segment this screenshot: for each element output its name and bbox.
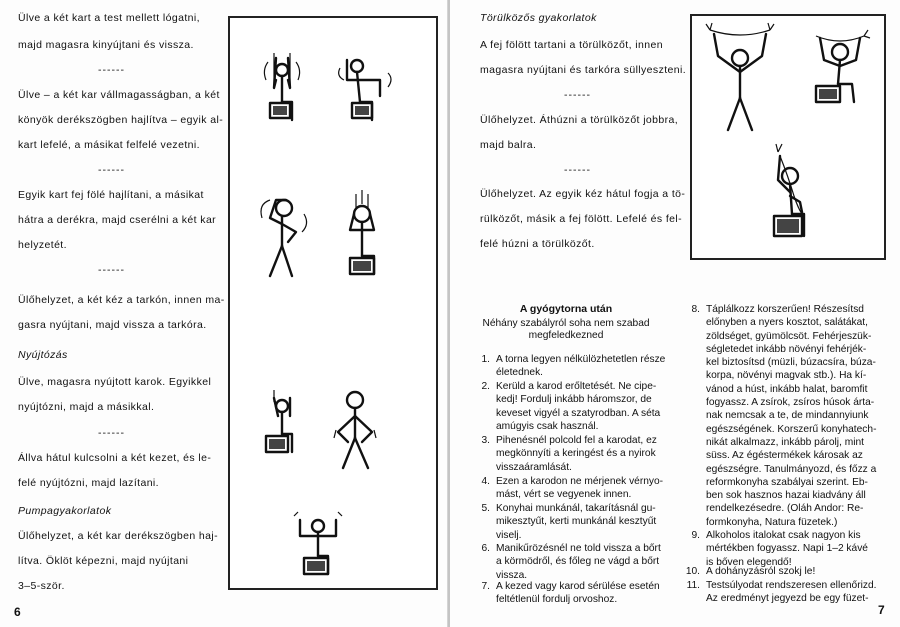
rule-number: 4. [481, 476, 490, 487]
text-line: nyújtózni, majd a másikkal. [18, 401, 155, 413]
rule-number: 7. [481, 581, 490, 592]
rule-number: 1. [481, 354, 490, 365]
rule-text: Manikűrözésnél ne told vissza a bőrt a körmödről, és főleg ne vágd a bőrt vissza. [496, 543, 661, 581]
rule-text: Testsúlyodat rendszeresen ellenőrizd. Az eredményt jegyezd be egy füzet- [706, 580, 877, 605]
text-line: gasra nyújtani, majd vissza a tarkóra. [18, 319, 207, 331]
section-subtitle: megfeledkezned [528, 330, 604, 341]
rule-number: 2. [481, 381, 490, 392]
text-line: hátra a derékra, majd cserélni a két kar [18, 214, 217, 226]
separator: ------ [98, 427, 125, 439]
section-title: A gyógytorna után [519, 303, 613, 315]
rule-number: 8. [691, 304, 700, 315]
text-line: könyök derékszögben hajlítva – egyik al- [18, 114, 224, 126]
text-line: Állva hátul kulcsolni a két kezet, és le- [18, 452, 212, 464]
text-line: rülközőt, másik a fej fölött. Lefelé és fel- [480, 213, 683, 225]
rule-text: Konyhai munkánál, takarításnál gu- mikesztyűt, kerti munkánál kesztyűt viselj. [496, 503, 657, 541]
after-gymnastics-header [450, 303, 682, 341]
text-line: A fej fölött tartani a törülközőt, innen [480, 39, 663, 51]
towel-exercise-illustration [692, 16, 884, 258]
seated-hands-behind-head-figure [350, 190, 374, 274]
separator: ------ [98, 164, 125, 176]
left-page [0, 0, 449, 627]
text-line: Ülve a két kart a test mellett lógatni, [18, 12, 200, 24]
text-line: Egyik kart fej fölé hajlítani, a másikat [18, 189, 204, 201]
text-line: kart lefelé, a másikat felfelé vezetni. [18, 139, 200, 151]
text-line: majd magasra kinyújtani és vissza. [18, 39, 194, 51]
rule-text: A dohányzásról szokj le! [706, 566, 816, 577]
page-number: 7 [878, 603, 885, 617]
seated-elbows-bent-figure [339, 60, 391, 120]
separator: ------ [564, 164, 591, 176]
rule-number: 5. [481, 503, 490, 514]
rule-text: Alkoholos italokat csak nagyon kis mértékben fogyassz. Napi 1–2 kávé is bőven elegendő! [706, 530, 868, 568]
rule-text: A torna legyen nélkülözhetetlen része életednek. [496, 354, 666, 379]
towel-exercise-frame [690, 14, 886, 260]
text-line: Ülőhelyzet. Az egyik kéz hátul fogja a tö- [480, 188, 686, 200]
standing-towel-figure [706, 23, 774, 130]
exercise-figures-illustration [230, 18, 436, 588]
seated-pump-figure [294, 512, 342, 574]
rule-number: 10. [685, 566, 700, 577]
rule-number: 9. [691, 530, 700, 541]
section-heading: Törülközős gyakorlatok [480, 12, 597, 24]
rule-number: 6. [481, 543, 490, 554]
rule-text: Ezen a karodon ne mérjenek vérnyo- mást, vért se vegyenek innen. [496, 476, 664, 501]
text-line: 3–5-ször. [18, 580, 65, 592]
rule-text: Pihenésnél polcold fel a karodat, ez megkönnyíti a keringést és a nyirok visszaáramlását. [496, 435, 657, 473]
text-line: magasra nyújtani és tarkóra süllyeszteni. [480, 64, 687, 76]
rule-number: 11. [686, 580, 700, 591]
seated-arms-up-figure [264, 53, 299, 120]
section-subtitle: Néhány szabályról soha nem szabad [482, 318, 650, 329]
section-heading: Nyújtózás [18, 349, 68, 361]
seated-towel-behind-figure [774, 144, 804, 236]
text-line: felé húzni a törülközőt. [480, 238, 595, 250]
section-heading: Pumpagyakorlatok [18, 505, 112, 517]
text-line: helyzetét. [18, 239, 67, 251]
text-line: Ülve, magasra nyújtott karok. Egyikkel [18, 376, 212, 388]
right-page [450, 0, 900, 627]
page-number: 6 [14, 605, 21, 619]
text-line: Ülőhelyzet. Áthúzni a törülközőt jobbra, [480, 114, 679, 126]
separator: ------ [564, 89, 591, 101]
standing-arm-over-head-figure [261, 200, 307, 276]
rule-number: 3. [481, 435, 490, 446]
rule-text: Kerüld a karod erőltetését. Ne cipe- kedj! Fordulj inkább háromszor, de keveset vigyél a szatyrodban. A séta amúgyis csak használ. [496, 381, 661, 432]
text-line: Ülőhelyzet, a két kar derékszögben haj- [18, 530, 219, 542]
exercise-figures-frame [228, 16, 438, 590]
text-line: lítva. Öklöt képezni, majd nyújtani [18, 555, 189, 567]
text-line: Ülve – a két kar vállmagasságban, a két [18, 89, 220, 101]
separator: ------ [98, 264, 125, 276]
text-line: majd balra. [480, 139, 537, 151]
seated-towel-figure [816, 30, 870, 102]
rule-text: A kezed vagy karod sérülése esetén feltétlenül fordulj orvoshoz. [496, 581, 660, 606]
seated-stretch-figure [266, 390, 292, 452]
text-line: felé nyújtózni, majd lazítani. [18, 477, 159, 489]
separator: ------ [98, 64, 125, 76]
text-line: Ülőhelyzet, a két kéz a tarkón, innen ma- [18, 294, 225, 306]
rule-text: Táplálkozz korszerűen! Részesítsd előnyben a nyers kosztot, salátákat, zöldséget, gyümölcsöt. Fehérjeszük- ségletedet inkább növényi fehérjék- kel biztosítsd (müzli, búzacsíra, búza- korpa, növényi magvak stb.). Ha kí- vánod a húst, inkább halat, baromfit fogyassz. A zsírok, zsíros húsok árta- nak nemcsak a te, de mindannyiunk egészségének. Korszerű konyhatech- nikát alkalmazz, inkább párolj, mint süss. Az égéstermékek károsak az egészségre. Tanulmányozd, és főzz a reformkonyha szabályai szerint. Eb- ben sok hasznos hazai kiadvány áll rendelkezésedre. (Oláh Andor: Re- formkonyha, Natura füzetek.) [706, 304, 877, 528]
standing-hands-clasped-figure [334, 392, 376, 468]
